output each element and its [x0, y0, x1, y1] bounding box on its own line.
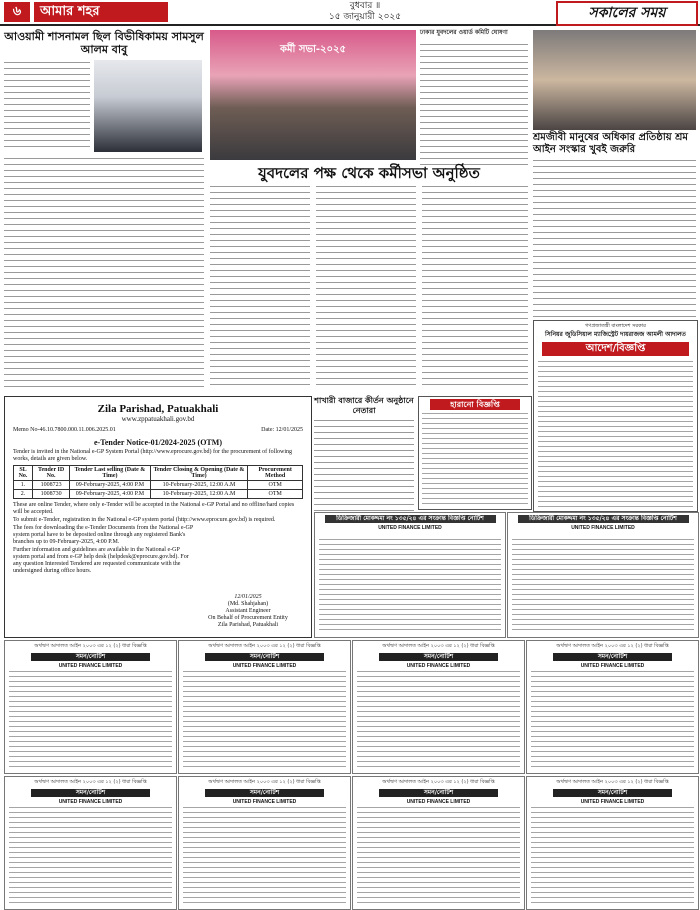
- summons-body: [531, 671, 694, 769]
- newspaper-logo: সকালের সময়: [556, 1, 698, 26]
- story-center-col1: [210, 186, 310, 390]
- decree-notice-1-company: UNITED FINANCE LIMITED: [378, 525, 442, 531]
- court-order-body: [538, 361, 693, 507]
- table-row: [14, 481, 303, 490]
- story-center-headline: যুবদলের পক্ষ থেকে কর্মীসভা অনুষ্ঠিত: [258, 164, 480, 182]
- story-center-side-body: [420, 44, 528, 166]
- court-order-notice: [533, 320, 698, 512]
- summons-caption: অর্থঋণ আদালত আইন ২০০৩ এর ১২ (২) ধারা বিজ্ঞপ্তি: [208, 643, 321, 649]
- tender-footer1: These are online Tender, where only e-Tender will be accepted in the National e-GP Portal and no offline/hard copies will be accepted.: [13, 502, 295, 515]
- story-center-col2: [316, 186, 416, 390]
- summons-title: সমন/নোটিশ: [31, 789, 151, 797]
- tender-memo: Memo No-46.10.7800.000.11.006.2025.01: [13, 427, 116, 433]
- summons-notice: [4, 640, 177, 774]
- tender-col-1: Tender ID No.: [33, 466, 70, 481]
- summons-caption: অর্থঋণ আদালত আইন ২০০৩ এর ১২ (২) ধারা বিজ্ঞপ্তি: [556, 779, 669, 785]
- table-cell: 09-February-2025, 4:00 P.M: [70, 490, 151, 499]
- summons-company: UNITED FINANCE LIMITED: [406, 799, 471, 805]
- table-cell: 10-February-2025, 12:00 A.M: [150, 490, 248, 499]
- summons-title: সমন/নোটিশ: [205, 789, 325, 797]
- story-kirtan-headline: শাখারী বাজারে কীর্তন অনুষ্ঠানে নেতারা: [314, 396, 414, 415]
- summons-notice: [526, 776, 699, 910]
- lost-notice-body: [422, 413, 528, 506]
- summons-notice: [526, 640, 699, 774]
- summons-notice: [4, 776, 177, 910]
- summons-caption: অর্থঋণ আদালত আইন ২০০৩ এর ১২ (২) ধারা বিজ্ঞপ্তি: [382, 779, 495, 785]
- portrait-photo: [94, 60, 202, 152]
- summons-title: সমন/নোটিশ: [379, 789, 499, 797]
- decree-notice-2-company: UNITED FINANCE LIMITED: [571, 525, 635, 531]
- masthead: [0, 0, 700, 26]
- table-cell: 09-February-2025, 4:00 P.M: [70, 481, 151, 490]
- court-order-title: আদেশ/বিজ্ঞপ্তি: [542, 342, 689, 356]
- signer-title: Assistant Engineer: [225, 608, 271, 614]
- summons-title: সমন/নোটিশ: [379, 653, 499, 661]
- tender-col-4: Procurement Method: [248, 466, 303, 481]
- court-office: সিনিয়র জুডিসিয়াল ম্যাজিস্ট্রেট দায়রাজজ আমলী আদালত: [545, 331, 686, 338]
- summons-caption: অর্থঋণ আদালত আইন ২০০৩ এর ১২ (২) ধারা বিজ্ঞপ্তি: [34, 643, 147, 649]
- tender-org: Zila Parishad, Patuakhali: [97, 403, 219, 415]
- section-title: আমার শহর: [34, 2, 168, 22]
- tender-notice: [4, 396, 312, 638]
- tender-col-2: Tender Last selling (Date & Time): [70, 466, 151, 481]
- tender-table: [13, 465, 303, 499]
- summons-company: UNITED FINANCE LIMITED: [232, 663, 297, 669]
- decree-notice-2: [507, 512, 699, 638]
- story-center-col3: [422, 186, 528, 390]
- summons-body: [357, 807, 520, 905]
- decree-notice-1-body: [319, 539, 501, 633]
- summons-notice: [178, 640, 351, 774]
- story-right-body: [533, 160, 696, 338]
- summons-caption: অর্থঋণ আদালত আইন ২০০৩ এর ১২ (২) ধারা বিজ্ঞপ্তি: [556, 643, 669, 649]
- story-left-body-2: [4, 158, 204, 390]
- dateline-day: বুধবার ॥: [349, 1, 381, 11]
- summons-title: সমন/নোটিশ: [553, 789, 673, 797]
- table-row: [14, 490, 303, 499]
- summons-body: [531, 807, 694, 905]
- tender-date: Date: 12/01/2025: [261, 427, 303, 433]
- summons-company: UNITED FINANCE LIMITED: [406, 663, 471, 669]
- summons-body: [9, 807, 172, 905]
- story-center: [210, 30, 528, 390]
- signer-name: (Md. Shahjahan): [227, 601, 269, 607]
- story-center-kicker: ঢাকার যুবদলের ওয়ার্ড কমিটি ঘোষণা: [420, 29, 508, 36]
- signer-org: On Behalf of Procurement Entity: [208, 615, 288, 621]
- summons-body: [9, 671, 172, 769]
- event-photo: [210, 30, 416, 160]
- summons-notice: [178, 776, 351, 910]
- table-cell: OTM: [248, 490, 303, 499]
- tender-footer4: Further information and guidelines are available in the National e-GP system portal and from e-GP help desk (helpdesk@eprocure.gov.bd). For any question Interested Tendered are requested communicate with the undersigned during office hours.: [13, 547, 189, 574]
- summons-caption: অর্থঋণ আদালত আইন ২০০৩ এর ১২ (২) ধারা বিজ্ঞপ্তি: [34, 779, 147, 785]
- summons-company: UNITED FINANCE LIMITED: [58, 799, 123, 805]
- meeting-photo: [533, 30, 696, 130]
- table-cell: 10-February-2025, 12:00 A.M: [150, 481, 248, 490]
- banner-text: কর্মী সভা-২০২৫: [280, 44, 346, 55]
- decree-notice-1-title: ডিক্রিজারী মোকদ্দমা নং ১৩৫/২৪ এর সংক্রান্ত বিজ্ঞপ্তি নোটিশ: [325, 515, 496, 523]
- signature-date: 12/01/2025: [234, 594, 262, 600]
- summons-notice: [352, 776, 525, 910]
- table-cell: 1008723: [33, 481, 70, 490]
- tender-intro: Tender is invited in the National e-GP System Portal (http://www.eprocure.gov.bd) for the procurement of following works, details are given below.: [13, 449, 293, 462]
- tender-web: www.zppatuakhali.gov.bd: [121, 415, 195, 423]
- summons-title: সমন/নোটিশ: [205, 653, 325, 661]
- summons-title: সমন/নোটিশ: [553, 653, 673, 661]
- signer-place: Zila Parishad, Patuakhali: [217, 622, 279, 628]
- court-kicker: গণপ্রজাতন্ত্রী বাংলাদেশ সরকার: [585, 323, 646, 329]
- story-left-headline: আওয়ামী শাসনামল ছিল বিভীষিকাময় সামসুল আলম বাবু: [4, 30, 204, 56]
- summons-caption: অর্থঋণ আদালত আইন ২০০৩ এর ১২ (২) ধারা বিজ্ঞপ্তি: [208, 779, 321, 785]
- summons-notice: [352, 640, 525, 774]
- dateline-date: ১৫ জানুয়ারী ২০২৫: [328, 12, 402, 22]
- dateline: [290, 1, 440, 23]
- summons-company: UNITED FINANCE LIMITED: [580, 799, 645, 805]
- story-left-body: [4, 62, 90, 152]
- tender-col-3: Tender Closing & Opening (Date & Time): [150, 466, 248, 481]
- story-right-headline: শ্রমজীবী মানুষের অধিকার প্রতিষ্ঠায় শ্রম আইন সংস্কার খুবই জরুরি: [533, 132, 688, 155]
- table-cell: 1.: [14, 481, 33, 490]
- summons-company: UNITED FINANCE LIMITED: [58, 663, 123, 669]
- summons-body: [183, 807, 346, 905]
- lost-notice: [418, 396, 532, 510]
- decree-notice-1: [314, 512, 506, 638]
- tender-footer2: To submit e-Tender, registration in the National e-GP system portal (http://www.eprocure.gov.bd) is required.: [13, 517, 276, 523]
- summons-body: [357, 671, 520, 769]
- lost-notice-title: হারানো বিজ্ঞপ্তি: [430, 399, 520, 410]
- table-cell: 1008730: [33, 490, 70, 499]
- summons-company: UNITED FINANCE LIMITED: [232, 799, 297, 805]
- page-number: ৬: [4, 2, 30, 22]
- summons-caption: অর্থঋণ আদালত আইন ২০০৩ এর ১২ (২) ধারা বিজ্ঞপ্তি: [382, 643, 495, 649]
- summons-body: [183, 671, 346, 769]
- decree-notice-2-body: [512, 539, 694, 633]
- story-left: [4, 30, 204, 392]
- tender-title: e-Tender Notice-01/2024-2025 (OTM): [94, 438, 222, 447]
- summons-company: UNITED FINANCE LIMITED: [580, 663, 645, 669]
- summons-title: সমন/নোটিশ: [31, 653, 151, 661]
- notices-lower: [4, 640, 697, 908]
- notices-upper: [314, 512, 697, 636]
- decree-notice-2-title: ডিক্রিজারী মোকদ্দমা নং ১৩৫/২৪ এর সংক্রান্ত বিজ্ঞপ্তি নোটিশ: [518, 515, 689, 523]
- tender-signature: [193, 594, 303, 629]
- tender-footer3: The fees for downloading the e-Tender Documents from the National e-GP system portal have to be deposited online through any registered Bank's branches up to 09-February-2025, 4:00 P.M.: [13, 525, 193, 545]
- tender-col-0: SL No.: [14, 466, 33, 481]
- table-cell: 2.: [14, 490, 33, 499]
- table-cell: OTM: [248, 481, 303, 490]
